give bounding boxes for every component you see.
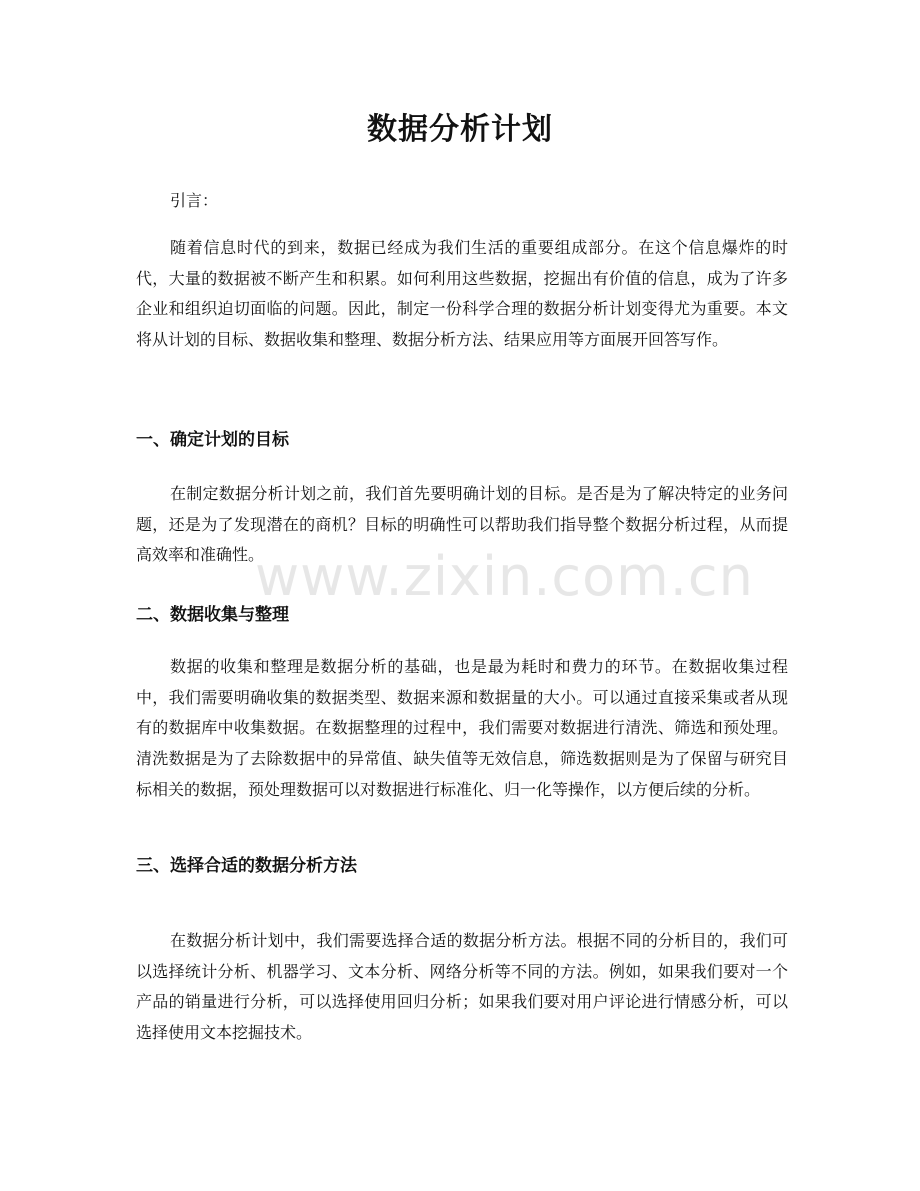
section-heading-goal: 一、确定计划的目标 (136, 430, 289, 450)
watermark: www.zixin.com.cn (255, 545, 754, 608)
section-paragraph-methods: 在数据分析计划中，我们需要选择合适的数据分析方法。根据不同的分析目的，我们可以选择统计分析、机器学习、文本分析、网络分析等不同的方法。例如，如果我们要对一个产品的销量进行分析，可以选择使用回归分析；如果我们要对用户评论进行情感分析，可以选择使用文本挖掘技术。 (136, 931, 788, 1043)
intro-label: 引言： (170, 191, 219, 210)
section-heading-methods: 三、选择合适的数据分析方法 (136, 856, 357, 876)
page-title: 数据分析计划 (367, 112, 553, 147)
intro-paragraph: 随着信息时代的到来，数据已经成为我们生活的重要组成部分。在这个信息爆炸的时代，大量的数据被不断产生和积累。如何利用这些数据，挖掘出有价值的信息，成为了许多企业和组织迫切面临的问题。因此，制定一份科学合理的数据分析计划变得尤为重要。本文将从计划的目标、数据收集和整理、数据分析方法、结果应用等方面展开回答写作。 (136, 238, 788, 350)
section-paragraph-collection: 数据的收集和整理是数据分析的基础，也是最为耗时和费力的环节。在数据收集过程中，我们需要明确收集的数据类型、数据来源和数据量的大小。可以通过直接采集或者从现有的数据库中收集数据。在数据整理的过程中，我们需要对数据进行清洗、筛选和预处理。清洗数据是为了去除数据中的异常值、缺失值等无效信息，筛选数据则是为了保留与研究目标相关的数据，预处理数据可以对数据进行标准化、归一化等操作，以方便后续的分析。 (136, 657, 788, 799)
section-paragraph-goal: 在制定数据分析计划之前，我们首先要明确计划的目标。是否是为了解决特定的业务问题，还是为了发现潜在的商机？目标的明确性可以帮助我们指导整个数据分析过程，从而提高效率和准确性。 (136, 484, 788, 565)
section-heading-collection: 二、数据收集与整理 (136, 605, 289, 625)
